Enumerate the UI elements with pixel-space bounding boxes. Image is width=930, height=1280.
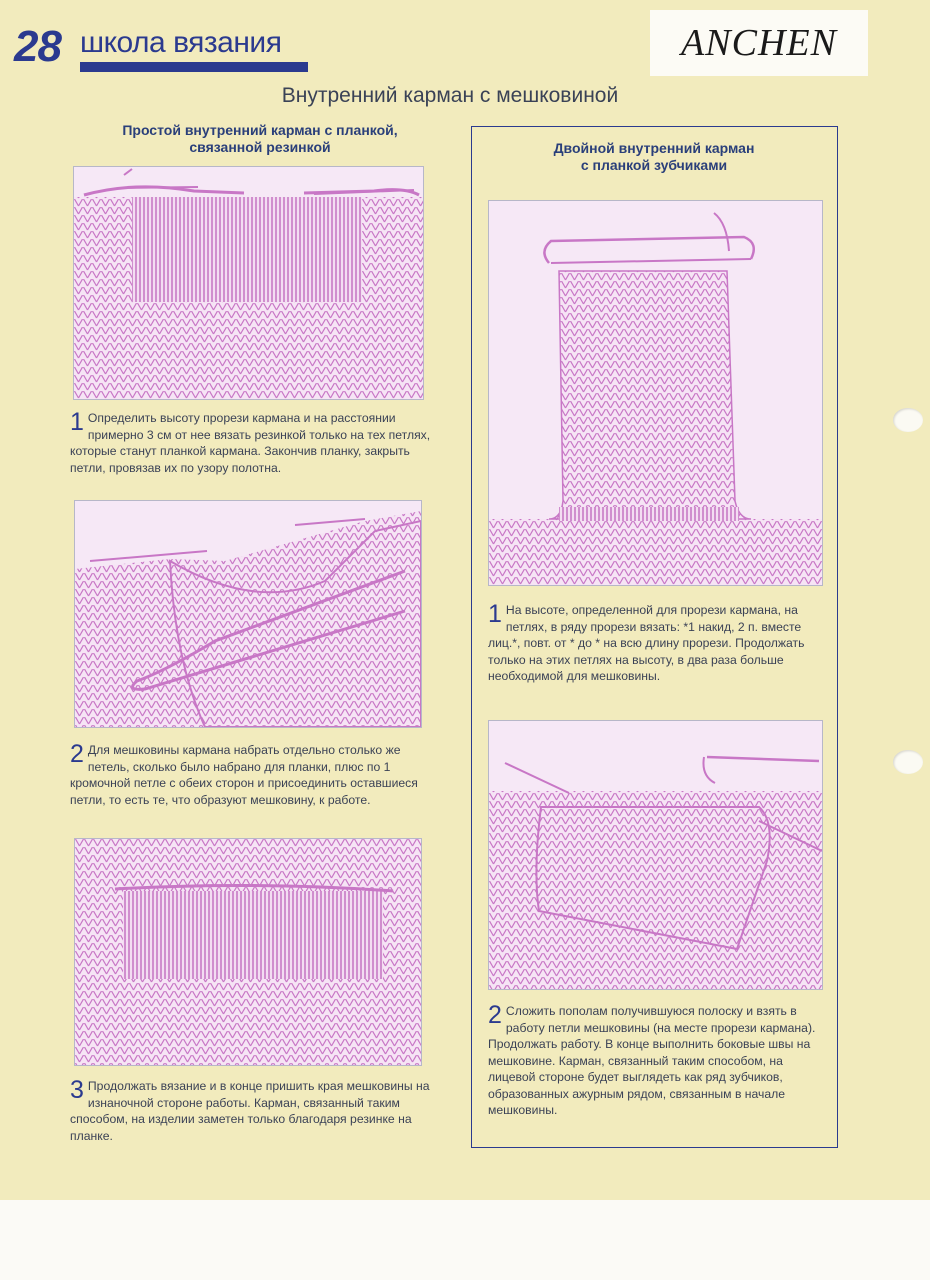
page-number: 28 — [14, 22, 61, 71]
page-title: Внутренний карман с мешковиной — [281, 84, 619, 107]
illustration-folded-strip — [488, 720, 823, 990]
watermark-stamp: ANCHEN — [650, 10, 868, 76]
step-text: Продолжать вязание и в конце пришить края мешковины на изнаночной стороне работы. Карман, связанный таким способом, на изделии заметен только благодаря резинке на планке. — [70, 1079, 430, 1143]
step-number: 2 — [488, 1001, 502, 1029]
illustration-pocket-lining — [74, 500, 422, 728]
step-text: Для мешковины кармана набрать отдельно столько же петель, сколько было набрано для планки, плюс по 1 кромочной петле с обеих сторон и присоединить оставшиеся петли, то есть те, что образуют мешковину, к работе. — [70, 743, 418, 807]
left-step-2 — [70, 742, 442, 808]
left-title-line-1: Простой внутренний карман с планкой, — [122, 122, 398, 138]
step-number: 1 — [70, 408, 84, 436]
series-underline — [80, 62, 308, 72]
illustration-ribbed-band — [73, 166, 424, 400]
left-step-1 — [70, 410, 442, 476]
left-section-title — [80, 122, 440, 156]
step-number: 3 — [70, 1076, 84, 1104]
series-title: школа вязания — [80, 26, 282, 59]
right-step-2 — [488, 1003, 824, 1119]
punch-hole — [893, 408, 923, 432]
right-title-line-2: с планкой зубчиками — [580, 157, 728, 173]
step-number: 1 — [488, 600, 502, 628]
right-section-title — [486, 140, 822, 174]
right-step-1 — [488, 602, 824, 685]
step-text: Сложить пополам получившуюся полоску и взять в работу петли мешковины (на месте прорези кармана). Продолжать работу. В конце выполнить боковые швы на мешковине. Карман, связанный таким способом, на лицевой стороне будет выглядеть как ряд зубчиков, образованных ажурным рядом, связанным в начале мешковины. — [488, 1004, 816, 1117]
left-step-3 — [70, 1078, 442, 1144]
step-text: На высоте, определенной для прорези кармана, на петлях, в ряду прорези вязать: *1 накид, 2 п. вместе лиц.*, повт. от * до * на всю длину прорези. Продолжать только на этих петлях на высоту, в два раза больше необходимой для мешковины. — [488, 603, 805, 683]
scan-margin — [0, 1200, 930, 1280]
illustration-finished-pocket — [74, 838, 422, 1066]
left-title-line-2: связанной резинкой — [189, 139, 331, 155]
illustration-pocket-strip — [488, 200, 823, 586]
step-number: 2 — [70, 740, 84, 768]
step-text: Определить высоту прорези кармана и на расстоянии примерно 3 см от нее вязать резинкой только на тех петлях, которые станут планкой кармана. Закончив планку, закрыть петли, провязав их по узору полотна. — [70, 411, 431, 475]
punch-hole — [893, 750, 923, 774]
right-title-line-1: Двойной внутренний карман — [553, 140, 755, 156]
